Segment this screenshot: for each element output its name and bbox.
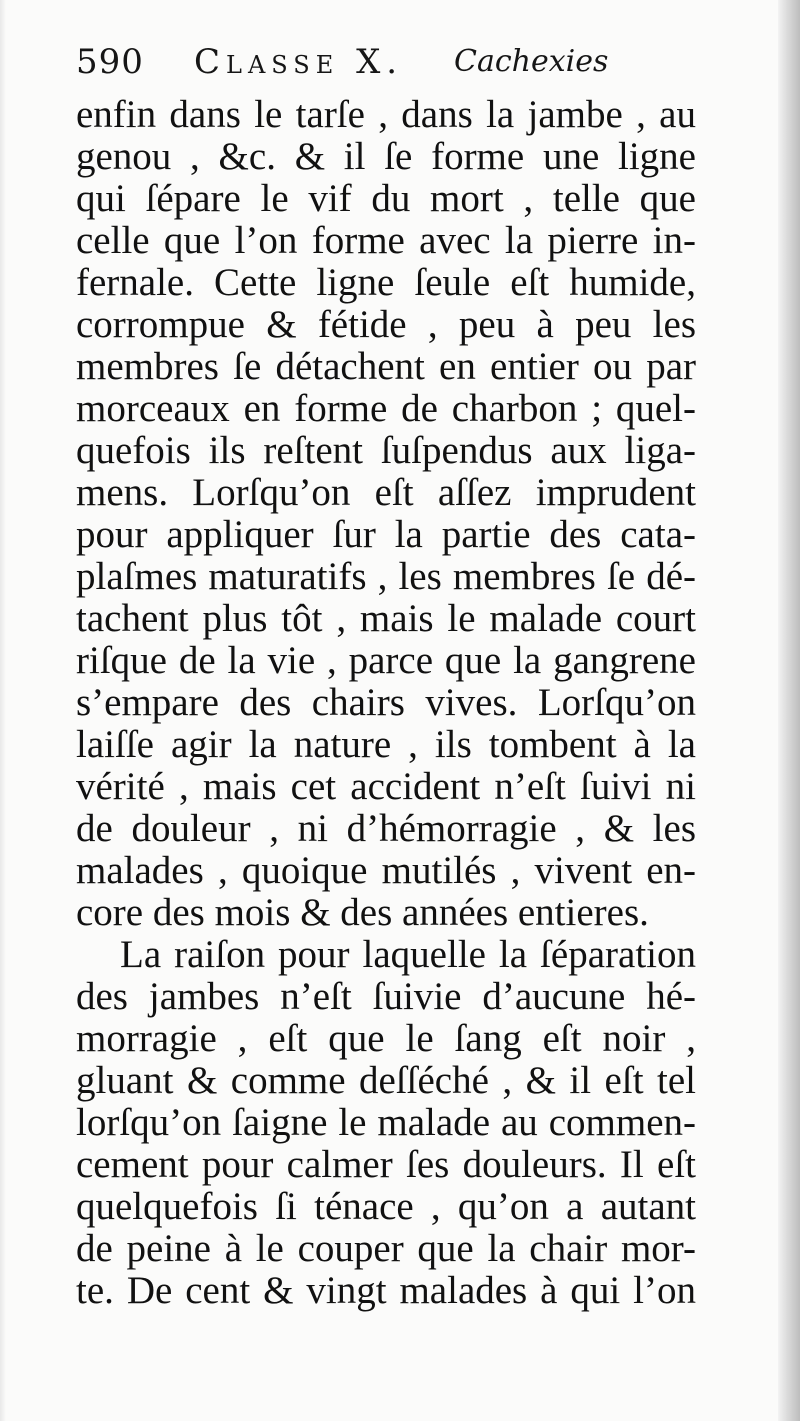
text-line: riſque de la vie , parce que la gangrene: [76, 639, 696, 682]
page-number: 590: [76, 42, 144, 82]
text-line: laiſſe agir la nature , ils tombent à la: [76, 723, 696, 766]
text-line: gluant & comme deſſéché , & il eſt tel: [76, 1059, 696, 1102]
page-gutter-shadow: [778, 0, 800, 1421]
text-line: s’empare des chairs vives. Lorſqu’on: [76, 681, 696, 724]
text-line: de douleur , ni d’hémorragie , & les: [76, 807, 696, 850]
text-line: malades , quoique mutilés , vivent en-: [76, 849, 696, 892]
text-line: fernale. Cette ligne ſeule eſt humide,: [76, 261, 696, 304]
text-line: cement pour calmer ſes douleurs. Il eſt: [76, 1143, 696, 1186]
running-head: Classe X.: [194, 42, 404, 82]
text-line: quefois ils reſtent ſuſpendus aux liga-: [76, 429, 696, 472]
text-line: de peine à le couper que la chair mor-: [76, 1227, 696, 1270]
text-line: pour appliquer ſur la partie des cata-: [76, 513, 696, 556]
body-text: [76, 94, 696, 1312]
text-line: morragie , eſt que le ſang eſt noir ,: [76, 1017, 696, 1060]
text-line: te. De cent & vingt malades à qui l’on: [76, 1269, 696, 1312]
text-line: des jambes n’eſt ſuivie d’aucune hé-: [76, 975, 696, 1018]
text-line: corrompue & fétide , peu à peu les: [76, 303, 696, 346]
text-line: mens. Lorſqu’on eſt aſſez imprudent: [76, 471, 696, 514]
text-line: tachent plus tôt , mais le malade court: [76, 597, 696, 640]
text-line: plaſmes maturatifs , les membres ſe dé-: [76, 555, 696, 598]
text-line: core des mois & des années entieres.: [76, 891, 649, 934]
page-left-edge: [0, 0, 6, 1421]
text-line: membres ſe détachent en entier ou par: [76, 345, 696, 388]
running-subject: Cachexies: [454, 44, 609, 79]
text-line: quelquefois ſi ténace , qu’on a autant: [76, 1185, 696, 1228]
text-line: qui ſépare le vif du mort , telle que: [76, 177, 696, 220]
text-line: enfin dans le tarſe , dans la jambe , au: [76, 93, 696, 136]
text-line: celle que l’on forme avec la pierre in-: [76, 219, 696, 262]
text-line: lorſqu’on ſaigne le malade au commen-: [76, 1101, 696, 1144]
paragraph-1: [76, 94, 696, 934]
text-line: morceaux en forme de charbon ; quel-: [76, 387, 696, 430]
text-line: genou , &c. & il ſe forme une ligne: [76, 135, 696, 178]
text-line: La raiſon pour laquelle la ſéparation: [120, 933, 696, 976]
paragraph-2: [76, 934, 696, 1312]
text-line: vérité , mais cet accident n’eſt ſuivi ni: [76, 765, 696, 808]
page-header: [76, 28, 716, 90]
